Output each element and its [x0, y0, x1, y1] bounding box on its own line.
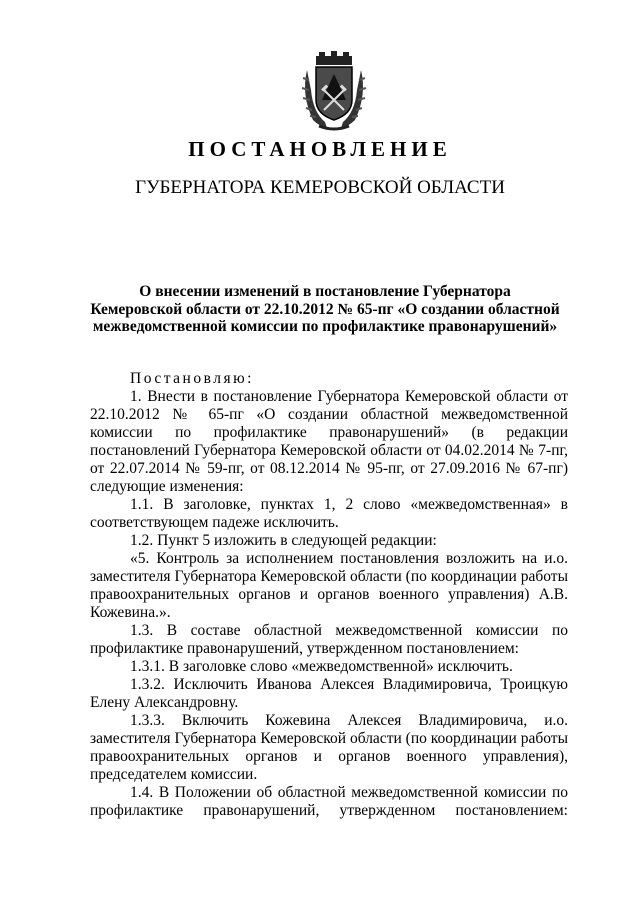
paragraph-1-2-quote: «5. Контроль за исполнением постановления возложить на и.о. заместителя Губернатора Кемеровской области (по координации работы правоохранительных органов и органов военного управления) А.В. Кожевина.».	[90, 550, 568, 621]
document-title: ПОСТАНОВЛЕНИЕ	[188, 137, 452, 161]
paragraph-1-3: 1.3. В составе областной межведомственной комиссии по профилактике правонарушений, утвержденном постановлением:	[90, 622, 568, 657]
paragraph-1-3-1: 1.3.1. В заголовке слово «межведомственной» исключить.	[130, 658, 513, 675]
issuer-subtitle: ГУБЕРНАТОРА КЕМЕРОВСКОЙ ОБЛАСТИ	[135, 177, 505, 198]
paragraph-1-3-2: 1.3.2. Исключить Иванова Алексея Владимировича, Троицкую Елену Александровну.	[90, 676, 568, 711]
coat-of-arms-icon	[299, 50, 369, 132]
paragraph-1-1: 1.1. В заголовке, пунктах 1, 2 слово «межведомственная» в соответствующем падеже исключить.	[90, 496, 568, 531]
heading-line: О внесении изменений в постановление Губернатора	[139, 283, 511, 300]
document-body	[90, 370, 568, 820]
paragraph-1: 1. Внести в постановление Губернатора Кемеровской области от 22.10.2012 № 65-пг «О создании областной межведомственной комиссии по профилактике правонарушений» (в редакции постановлений Губернатора Кемеровской области от 04.02.2014 № 7-пг, от 22.07.2014 № 59-пг, от 08.12.2014 № 95-пг, от 27.09.2016 № 67-пг) следующие изменения:	[90, 388, 568, 495]
paragraph-1-2: 1.2. Пункт 5 изложить в следующей редакции:	[130, 532, 437, 549]
decree-word: Постановляю:	[130, 370, 254, 387]
heading-line: Кемеровской области от 22.10.2012 № 65-пг «О создании областной	[90, 300, 560, 318]
paragraph-1-4: 1.4. В Положении об областной межведомственной комиссии по профилактике правонарушений, утвержденном постановлением:	[90, 784, 568, 819]
document-heading	[90, 283, 560, 336]
heading-line: межведомственной комиссии по профилактике правонарушений»	[92, 318, 558, 335]
paragraph-1-3-3: 1.3.3. Включить Кожевина Алексея Владимировича, и.о. заместителя Губернатора Кемеровской области (по координации работы правоохранительных органов и органов военного управления), председателем комиссии.	[90, 712, 568, 783]
